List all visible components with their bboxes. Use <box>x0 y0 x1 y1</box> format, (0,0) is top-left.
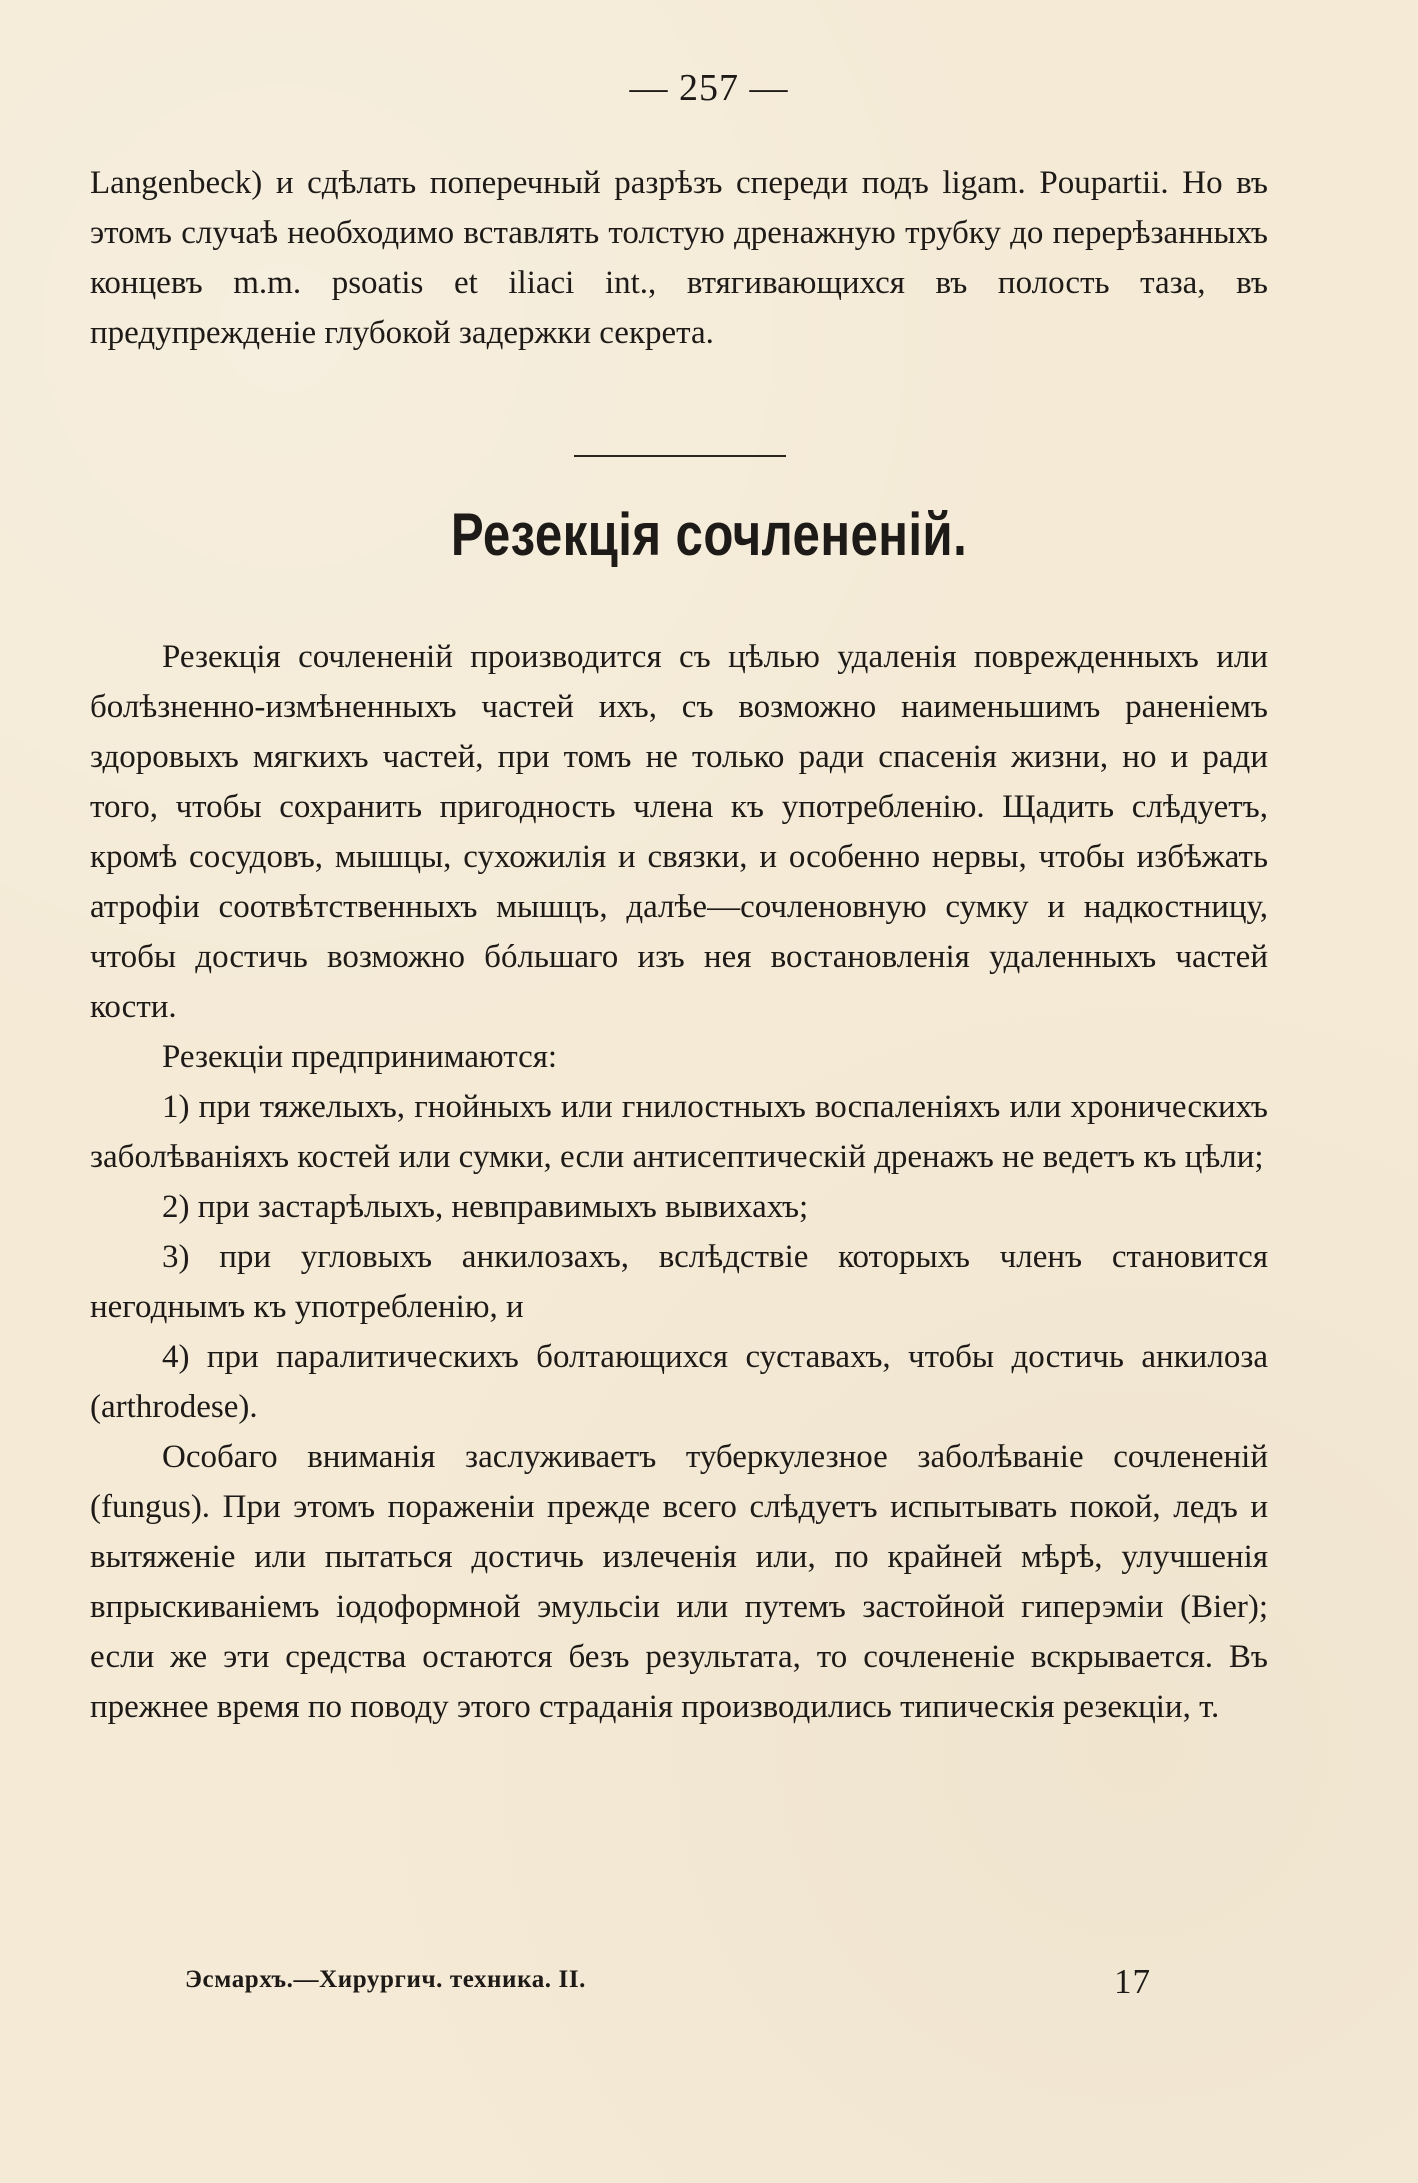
footer-signature: Эсмархъ.—Хирургич. техника. II. <box>185 1966 586 1993</box>
footer-sheet-number: 17 <box>1114 1962 1151 2001</box>
intro-paragraph: Langenbeck) и сдѣлать поперечный разрѣзъ спереди подъ ligam. Poupartii. Но въ этомъ случаѣ необходимо вставлять толстую дренажную трубку до перерѣзанныхъ концевъ m.m. psoatis et iliaci int., втягивающихся въ полость таза, въ предупрежденіе глубокой задержки секрета. <box>90 165 1268 351</box>
section-title: Резекція сочлененій. <box>450 501 968 568</box>
paragraph-indication-1: 1) при тяжелыхъ, гнойныхъ или гнилостныхъ воспаленіяхъ или хроническихъ заболѣваніяхъ костей или сумки, если антисептическій дренажъ не ведетъ къ цѣли; <box>90 1089 1268 1175</box>
section-body <box>90 632 1268 1732</box>
paragraph-tuberculous-joint-disease: Особаго вниманія заслуживаетъ туберкулезное заболѣваніе сочлененій (fungus). При этомъ пораженіи прежде всего слѣдуетъ испытывать покой, ледъ и вытяженіе или пытаться достичь излеченія или, по крайней мѣрѣ, улучшенія впрыскиваніемъ іодоформной эмульсіи или путемъ застойной гиперэміи (Bier); если же эти средства остаются безъ результата, то сочлененіе вскрывается. Въ прежнее время по поводу этого страданія производились типическія резекціи, т. <box>90 1439 1268 1725</box>
paragraph-indication-4: 4) при паралитическихъ болтающихся суставахъ, чтобы достичь анкилоза (arthrodese). <box>90 1339 1268 1425</box>
page-number: — 257 — <box>629 67 789 109</box>
paragraph-indication-2: 2) при застарѣлыхъ, невправимыхъ вывихахъ; <box>162 1189 809 1225</box>
paragraph-indication-3: 3) при угловыхъ анкилозахъ, вслѣдствіе которыхъ членъ становится негоднымъ къ употребленію, и <box>90 1239 1268 1325</box>
section-divider <box>574 455 786 457</box>
paragraph-overview: Резекція сочлененій производится съ цѣлью удаленія поврежденныхъ или болѣзненно-измѣненныхъ частей ихъ, съ возможно наименьшимъ раненіемъ здоровыхъ мягкихъ частей, при томъ не только ради спасенія жизни, но и ради того, чтобы сохранить пригодность члена къ употребленію. Щадить слѣдуетъ, кромѣ сосудовъ, мышцы, сухожилія и связки, и особенно нервы, чтобы избѣжать атрофіи соотвѣтственныхъ мышцъ, далѣе—сочленовную сумку и надкостницу, чтобы достичь возможно бóльшаго изъ нея востановленія удаленныхъ частей кости. <box>90 639 1268 1025</box>
paragraph-indications-intro: Резекціи предпринимаются: <box>162 1039 558 1075</box>
